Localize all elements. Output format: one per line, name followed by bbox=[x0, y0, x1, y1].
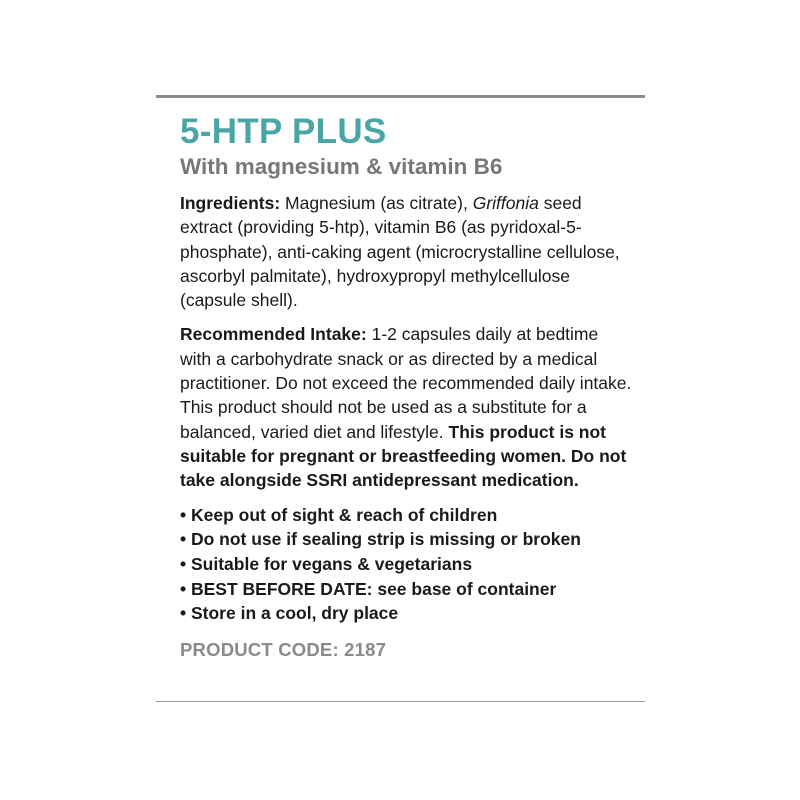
bullet-item: • Keep out of sight & reach of children bbox=[180, 504, 498, 525]
product-code: PRODUCT CODE: 2187 bbox=[180, 639, 387, 661]
product-subtitle: With magnesium & vitamin B6 bbox=[180, 154, 503, 179]
intake-heading: Recommended Intake: bbox=[180, 324, 367, 345]
ingredients-text-2: seed extract (providing 5-htp), vitamin B6 (as pyridoxal-5-phosphate), anti-caking agent (microcrystalline cellulose, ascorbyl palmitate), hydroxypropyl methylcellulose (capsule shell). bbox=[180, 193, 620, 311]
bullet-item: • Do not use if sealing strip is missing or broken bbox=[180, 529, 581, 550]
ingredients-paragraph bbox=[180, 191, 632, 312]
intake-text: 1-2 capsules daily at bedtime with a carbohydrate snack or as directed by a medical practitioner. Do not exceed the recommended daily intake. This product should not be used as a substitute for a balanced, varied diet and lifestyle. bbox=[180, 324, 632, 442]
bullet-item: • Store in a cool, dry place bbox=[180, 603, 399, 624]
bottom-divider bbox=[156, 701, 645, 702]
ingredients-text-1: Magnesium (as citrate), bbox=[280, 193, 473, 213]
ingredients-heading: Ingredients: bbox=[180, 193, 281, 213]
ingredients-italic: Griffonia bbox=[472, 193, 539, 213]
product-label-panel bbox=[156, 95, 645, 705]
top-divider bbox=[156, 95, 645, 98]
product-title: 5-HTP PLUS bbox=[180, 112, 387, 151]
recommended-intake-paragraph bbox=[180, 322, 632, 492]
bullet-item: • BEST BEFORE DATE: see base of container bbox=[180, 578, 557, 599]
storage-bullet-list bbox=[180, 503, 632, 627]
intake-warning: This product is not suitable for pregnant or breastfeeding women. Do not take alongside SSRI antidepressant medication. bbox=[180, 421, 627, 491]
label-content bbox=[180, 113, 632, 662]
bullet-item: • Suitable for vegans & vegetarians bbox=[180, 553, 473, 574]
